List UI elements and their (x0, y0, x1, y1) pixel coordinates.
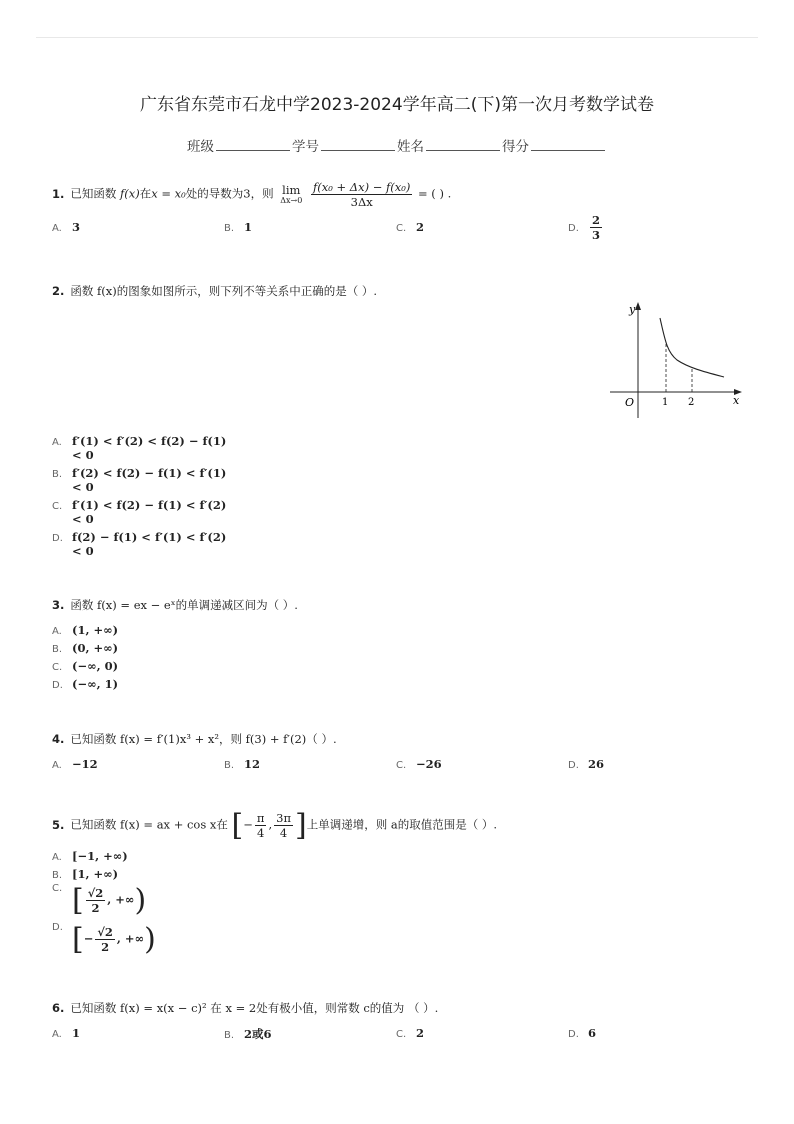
q6-option-a[interactable] (52, 1026, 80, 1040)
fraction-numerator: f(x₀ + Δx) − f(x₀) (313, 180, 411, 194)
option-label: B. (224, 223, 235, 234)
tick-label-1: 1 (662, 397, 669, 408)
option-label: A. (52, 760, 62, 771)
option-value: 26 (588, 757, 605, 771)
q6-option-b[interactable] (224, 1026, 272, 1042)
option-value: 1 (72, 1026, 81, 1040)
option-value: f(2) − f(1) < f′(1) < f′(2) (72, 530, 227, 544)
class-label: 班级 (187, 139, 214, 155)
q1-option-d[interactable] (568, 213, 604, 242)
fraction-denominator: 3Δx (350, 195, 373, 209)
question-4 (52, 731, 337, 747)
q5-option-a[interactable] (52, 849, 128, 863)
origin-label: O (625, 396, 635, 409)
page-title: 广东省东莞市石龙中学2023-2024学年高二(下)第一次月考数学试卷 (140, 95, 654, 115)
option-value-wrap: < 0 (72, 512, 94, 526)
x-label: x (733, 394, 740, 407)
option-label: C. (396, 223, 407, 234)
q1-option-a[interactable] (52, 220, 80, 234)
q5-option-b[interactable] (52, 867, 118, 881)
option-label: C. (52, 501, 63, 512)
question-text: 已知函数 f(x) = f′(1)x³ + x²，则 f(3) + f′(2)（ ）. (70, 732, 337, 746)
score-label: 得分 (502, 139, 529, 155)
q1-option-b[interactable] (224, 220, 252, 234)
option-label: A. (52, 223, 62, 234)
option-label: D. (568, 760, 579, 771)
option-value: f′(2) < f(2) − f(1) < f′(1) (72, 466, 227, 480)
tick-label-2: 2 (688, 397, 695, 408)
option-label: C. (52, 662, 63, 673)
fraction (311, 180, 412, 209)
fraction-numerator: √2 (97, 925, 113, 939)
option-value: f′(1) < f(2) − f(1) < f′(2) (72, 498, 227, 512)
option-value: (−∞, 1) (72, 677, 119, 691)
option-label: A. (52, 626, 62, 637)
question-text: 在 (139, 186, 152, 201)
q3-option-b[interactable] (52, 641, 118, 655)
question-tail: = ( ) . (418, 186, 452, 201)
question-1 (52, 180, 451, 209)
q2-option-d[interactable] (52, 530, 226, 558)
math-condition: x = x₀ (151, 186, 186, 201)
q4-option-d[interactable] (568, 757, 604, 771)
option-value: (0, +∞) (72, 641, 119, 655)
left-bracket: [ (72, 883, 84, 918)
option-value: (−∞, 0) (72, 659, 119, 673)
class-blank[interactable] (216, 138, 290, 151)
option-label: A. (52, 437, 62, 448)
right-paren: ) (144, 922, 156, 957)
option-value: 1 (244, 220, 253, 234)
question-2 (52, 283, 377, 299)
option-value: −12 (72, 757, 98, 771)
limit-expression (280, 184, 302, 205)
option-label: B. (52, 870, 63, 881)
option-value: 2 (416, 1026, 425, 1040)
question-number: 4. (52, 732, 65, 746)
option-label: C. (396, 1029, 407, 1040)
option-value-wrap: < 0 (72, 480, 94, 494)
option-label: B. (52, 469, 63, 480)
question-5: 5. 已知函数 f(x) = ax + cos x在 [− $\frac{\pi}{4}$ , $\frac{3\pi}{4}$ ]上单调递增，则 a的取值范围是（ ）. (52, 808, 498, 843)
q3-option-c[interactable] (52, 659, 118, 673)
fraction (86, 886, 106, 915)
fraction (274, 811, 293, 840)
option-value: , +∞ (107, 892, 135, 907)
sign: − (83, 931, 94, 946)
fraction-denominator: 4 (257, 826, 265, 840)
question-text: 已知函数 f(x) = x(x − c)² 在 x = 2处有极小值，则常数 c的值为 （ ）. (70, 1001, 439, 1015)
option-label: B. (224, 760, 235, 771)
fraction-numerator: π (256, 811, 265, 825)
score-blank[interactable] (531, 138, 605, 151)
name-label: 姓名 (397, 139, 424, 155)
option-value: (1, +∞) (72, 623, 119, 637)
q6-option-d[interactable] (568, 1026, 596, 1040)
question-text: 已知函数 f(x) = ax + cos x在 (70, 817, 228, 832)
option-label: D. (568, 1029, 579, 1040)
option-value: f′(1) < f′(2) < f(2) − f(1) (72, 434, 227, 448)
option-value: 12 (244, 757, 261, 771)
question-number: 1. (52, 186, 65, 201)
y-axis-arrow-icon (635, 302, 641, 310)
question-6 (52, 1000, 438, 1016)
fraction-numerator: 3π (276, 811, 291, 825)
q4-option-a[interactable] (52, 757, 98, 771)
question-text: 函数 f(x) = ex − eˣ的单调递减区间为（ ）. (70, 598, 298, 612)
q5-option-d[interactable] (52, 922, 156, 957)
curve (660, 318, 724, 377)
question-text: 上单调递增，则 a的取值范围是（ ）. (306, 817, 498, 832)
right-bracket: ] (295, 808, 307, 843)
option-value: [−1, +∞) (72, 849, 128, 863)
option-label: B. (224, 1030, 235, 1041)
lim-word: lim (282, 183, 301, 197)
q3-option-d[interactable] (52, 677, 118, 691)
question-number: 6. (52, 1001, 65, 1015)
id-label: 学号 (292, 139, 319, 155)
option-label: A. (52, 852, 62, 863)
fraction-denominator: 3 (592, 228, 601, 242)
question-number: 2. (52, 284, 65, 298)
name-blank[interactable] (426, 138, 500, 151)
q5-option-c[interactable] (52, 883, 146, 918)
top-rule (36, 37, 758, 38)
lim-subscript: Δx→0 (280, 196, 303, 205)
option-label: C. (396, 760, 407, 771)
fraction-numerator: √2 (87, 886, 104, 900)
option-label: D. (52, 680, 63, 691)
option-value: 6 (588, 1026, 597, 1040)
y-label: y (629, 303, 636, 316)
question-text: 处的导数为3，则 (185, 186, 274, 201)
option-label: D. (52, 922, 63, 933)
question-3 (52, 597, 298, 613)
function-graph (605, 300, 745, 425)
q2-option-c[interactable] (52, 498, 226, 526)
option-value: [1, +∞) (72, 867, 119, 881)
fraction-denominator: 2 (101, 940, 110, 954)
q4-option-c[interactable] (396, 757, 442, 771)
q1-option-c[interactable] (396, 220, 424, 234)
q6-option-c[interactable] (396, 1026, 424, 1040)
question-text: 已知函数 (70, 186, 117, 201)
option-label: D. (568, 222, 579, 234)
option-label: D. (52, 533, 63, 544)
question-number: 5. (52, 817, 65, 832)
option-label: C. (52, 883, 63, 894)
q3-option-a[interactable] (52, 623, 118, 637)
option-value-wrap: < 0 (72, 544, 94, 558)
left-bracket: [ (72, 922, 84, 957)
fraction-denominator: 2 (91, 901, 100, 915)
fraction (95, 925, 115, 954)
question-number: 3. (52, 598, 65, 612)
question-text: 函数 f(x)的图象如图所示，则下列不等关系中正确的是（ ）. (70, 284, 378, 298)
q2-option-b[interactable] (52, 466, 226, 494)
q4-option-b[interactable] (224, 757, 260, 771)
option-label: B. (52, 644, 63, 655)
minus-sign: − (243, 817, 253, 832)
option-value: 2 (416, 220, 425, 234)
option-value: −26 (416, 757, 442, 771)
option-label: A. (52, 1029, 62, 1040)
option-value: , +∞ (116, 931, 145, 946)
q2-option-a[interactable] (52, 434, 226, 462)
fraction (590, 213, 602, 242)
fraction-numerator: 2 (592, 213, 601, 227)
option-value: 2或6 (244, 1027, 272, 1041)
option-value-wrap: < 0 (72, 448, 94, 462)
fraction-denominator: 4 (279, 826, 288, 840)
left-bracket: [ (231, 808, 244, 843)
right-paren: ) (134, 883, 147, 918)
math-fx: f(x) (120, 186, 140, 201)
option-value: 3 (72, 220, 81, 234)
id-blank[interactable] (321, 138, 395, 151)
fraction (255, 811, 267, 840)
student-info-line (0, 135, 794, 155)
